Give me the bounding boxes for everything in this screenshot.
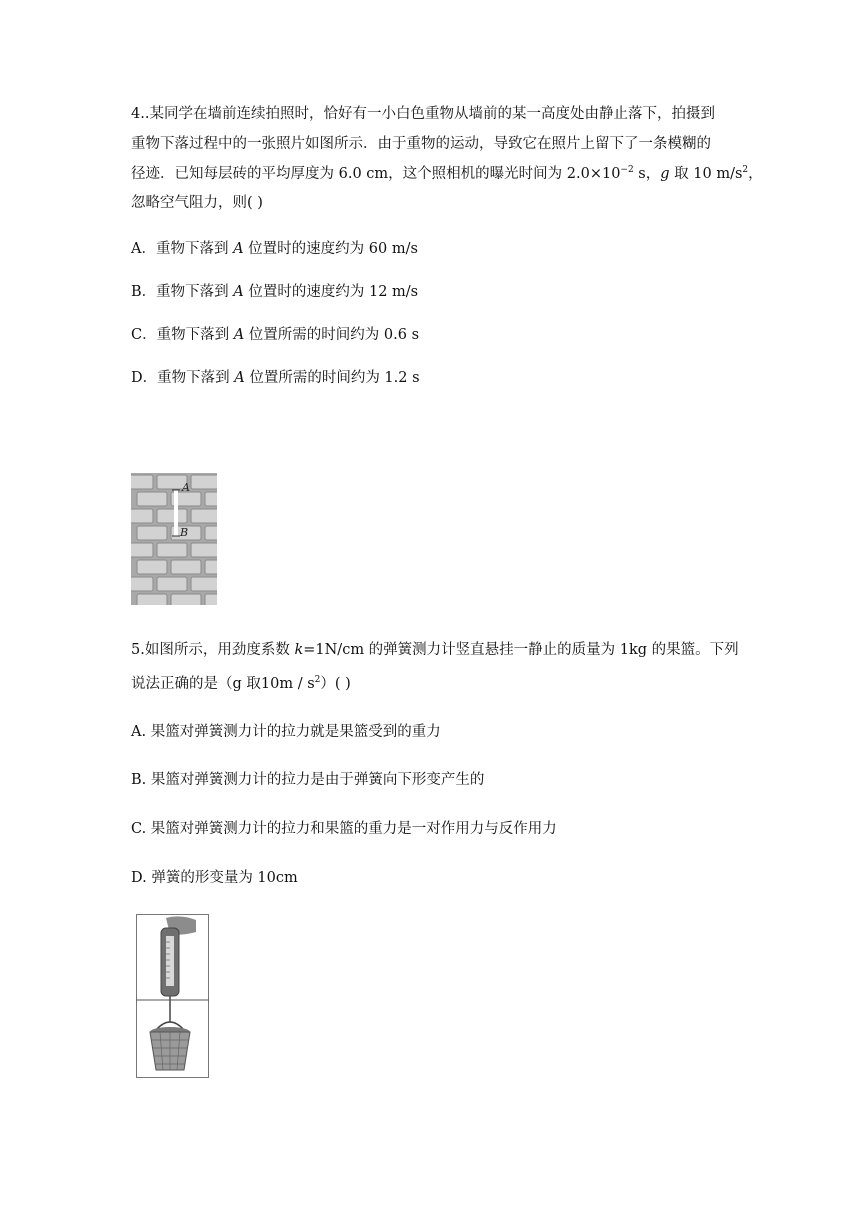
q4-stem-line-2: 重物下落过程中的一张照片如图所示．由于重物的运动，导致它在照片上留下了一条模糊的: [131, 136, 711, 152]
q5-option-c[interactable]: C. 果篮对弹簧测力计的拉力和果篮的重力是一对作用力与反作用力: [131, 821, 557, 837]
q4-stem-line-3: 径迹．已知每层砖的平均厚度为 6.0 cm，这个照相机的曝光时间为 $2.0\times 10^{-2}$ s，g 取 10 $m/s^2$，: [131, 165, 763, 182]
q4-stem-line-4: 忽略空气阻力，则( ): [131, 195, 263, 211]
q5-stem-line-2: 说法正确的是（g 取$10m / s^2$）( ): [131, 675, 351, 692]
label-a: A: [182, 481, 190, 494]
q4-option-d[interactable]: D．重物下落到 A 位置所需的时间约为 1.2 s: [131, 370, 420, 386]
q5-option-d[interactable]: D. 弹簧的形变量为 10cm: [131, 870, 298, 886]
q5-stem-line-1: 5.如图所示，用劲度系数 k=1N/cm 的弹簧测力计竖直悬挂一静止的质量为 1kg 的果篮。下列: [131, 642, 739, 658]
q5-option-b[interactable]: B. 果篮对弹簧测力计的拉力是由于弹簧向下形变产生的: [131, 772, 485, 788]
q4-option-a[interactable]: A．重物下落到 A 位置时的速度约为 60 m/s: [131, 241, 418, 257]
scale-window: [166, 936, 174, 986]
motion-streak: [174, 490, 178, 536]
q4-option-b[interactable]: B．重物下落到 A 位置时的速度约为 12 m/s: [131, 284, 419, 300]
q4-stem-line-1: 4..某同学在墙前连续拍照时，恰好有一小白色重物从墙前的某一高度处由静止落下，拍摄到: [131, 106, 715, 122]
q5-option-a[interactable]: A. 果篮对弹簧测力计的拉力就是果篮受到的重力: [131, 724, 441, 740]
label-b: B: [180, 526, 189, 539]
brick-wall-figure: [131, 473, 217, 605]
spring-scale-figure: [136, 914, 209, 1078]
q4-option-c[interactable]: C．重物下落到 A 位置所需的时间约为 0.6 s: [131, 327, 420, 343]
